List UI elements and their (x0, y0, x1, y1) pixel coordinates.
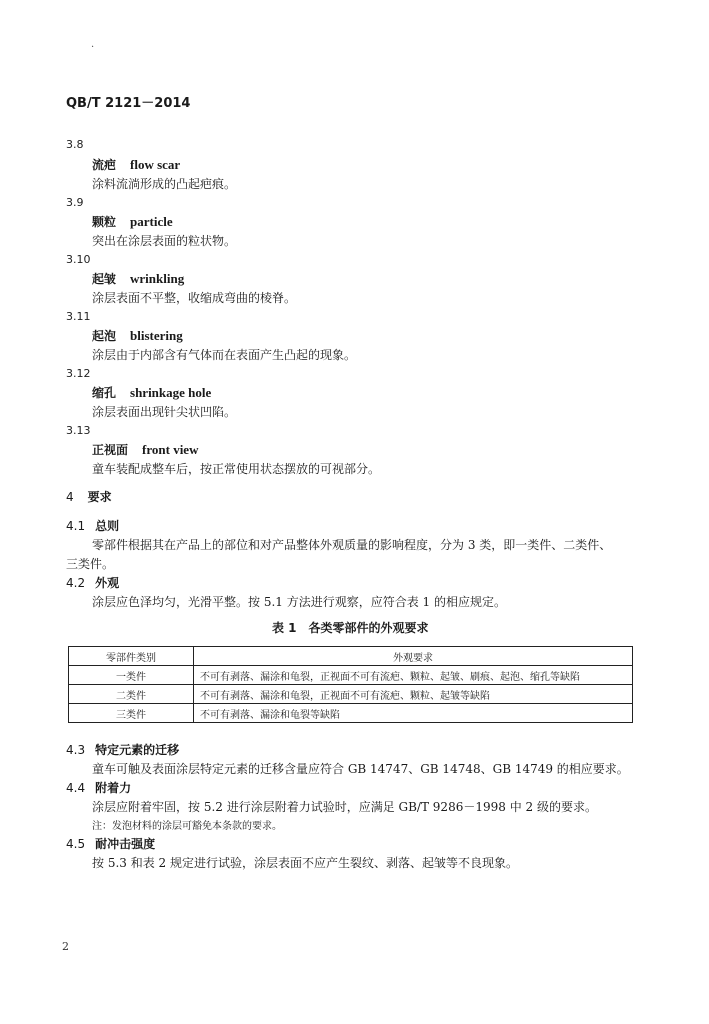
term-title (92, 441, 198, 458)
paragraph-line: 零部件根据其在产品上的部位和对产品整体外观质量的影响程度，分为 3 类，即一类件、二类件、 (92, 538, 612, 552)
paragraph-line: 三类件。 (66, 557, 115, 571)
term-en: wrinkling (130, 271, 185, 286)
term-zh: 起泡 (92, 329, 117, 343)
scan-mark: · (91, 42, 95, 53)
term-definition: 涂层表面出现针尖状凹陷。 (92, 405, 237, 419)
table-row (69, 704, 633, 723)
term-number: 3.10 (66, 253, 91, 266)
term-zh: 起皱 (92, 272, 117, 286)
table-header-row (69, 647, 633, 666)
term-zh: 缩孔 (92, 386, 117, 400)
subsection-number: 4.2 (66, 576, 86, 590)
note: 注：发泡材料的涂层可豁免本条款的要求。 (92, 821, 282, 832)
term-title (92, 156, 180, 173)
subsection-heading (66, 835, 155, 852)
paragraph: 涂层应附着牢固，按 5.2 进行涂层附着力试验时，应满足 GB/T 9286－1998 中 2 级的要求。 (92, 800, 597, 814)
section-number: 4 (66, 490, 74, 504)
section-title: 要求 (87, 490, 112, 504)
paragraph: 涂层应色泽均匀，光滑平整。按 5.1 方法进行观察，应符合表 1 的相应规定。 (92, 595, 506, 609)
term-number: 3.9 (66, 196, 84, 209)
subsection-title: 耐冲击强度 (95, 837, 156, 851)
paragraph: 按 5.3 和表 2 规定进行试验，涂层表面不应产生裂纹、剥落、起皱等不良现象。 (92, 856, 518, 870)
column-header: 外观要求 (194, 647, 633, 666)
subsection-heading (66, 574, 119, 591)
term-zh: 正视面 (92, 443, 129, 457)
term-en: blistering (130, 328, 183, 343)
term-definition: 童车装配成整车后，按正常使用状态摆放的可视部分。 (92, 462, 381, 476)
subsection-heading (66, 741, 179, 758)
requirement-cell: 不可有剥落、漏涂和龟裂等缺陷 (194, 704, 633, 723)
table-caption: 表 1 各类零部件的外观要求 (272, 621, 429, 635)
term-number: 3.12 (66, 367, 91, 380)
term-number: 3.8 (66, 138, 84, 151)
subsection-title: 总则 (95, 519, 120, 533)
requirement-cell: 不可有剥落、漏涂和龟裂，正视面不可有流疤、颗粒、起皱、刷痕、起泡、缩孔等缺陷 (194, 666, 633, 685)
term-definition: 突出在涂层表面的粒状物。 (92, 234, 237, 248)
subsection-number: 4.5 (66, 837, 86, 851)
table-row (69, 666, 633, 685)
table-row (69, 685, 633, 704)
column-header: 零部件类别 (69, 647, 194, 666)
subsection-heading (66, 779, 131, 796)
term-en: shrinkage hole (130, 385, 212, 400)
term-number: 3.11 (66, 310, 91, 323)
requirement-cell: 不可有剥落、漏涂和龟裂，正视面不可有流疤、颗粒、起皱等缺陷 (194, 685, 633, 704)
term-zh: 颗粒 (92, 215, 117, 229)
paragraph: 童车可触及表面涂层特定元素的迁移含量应符合 GB 14747、GB 14748、GB 14749 的相应要求。 (92, 762, 629, 776)
term-title (92, 270, 184, 287)
term-en: flow scar (130, 157, 181, 172)
term-zh: 流疤 (92, 158, 117, 172)
term-title (92, 327, 183, 344)
term-definition: 涂层由于内部含有气体而在表面产生凸起的现象。 (92, 348, 357, 362)
term-definition: 涂层表面不平整，收缩成弯曲的棱脊。 (92, 291, 297, 305)
subsection-heading (66, 517, 119, 534)
subsection-number: 4.1 (66, 519, 86, 533)
term-en: particle (130, 214, 173, 229)
category-cell: 一类件 (69, 666, 194, 685)
standard-number-header: QB/T 2121－2014 (66, 96, 191, 111)
subsection-title: 附着力 (95, 781, 132, 795)
term-en: front view (142, 442, 199, 457)
subsection-title: 外观 (95, 576, 120, 590)
subsection-number: 4.4 (66, 781, 86, 795)
subsection-title: 特定元素的迁移 (95, 743, 180, 757)
section-heading (66, 488, 112, 505)
page-number: 2 (62, 940, 69, 953)
term-title (92, 213, 173, 230)
term-number: 3.13 (66, 424, 91, 437)
appearance-requirements-table (68, 646, 633, 723)
subsection-number: 4.3 (66, 743, 86, 757)
category-cell: 三类件 (69, 704, 194, 723)
term-definition: 涂料流淌形成的凸起疤痕。 (92, 177, 237, 191)
category-cell: 二类件 (69, 685, 194, 704)
term-title (92, 384, 211, 401)
